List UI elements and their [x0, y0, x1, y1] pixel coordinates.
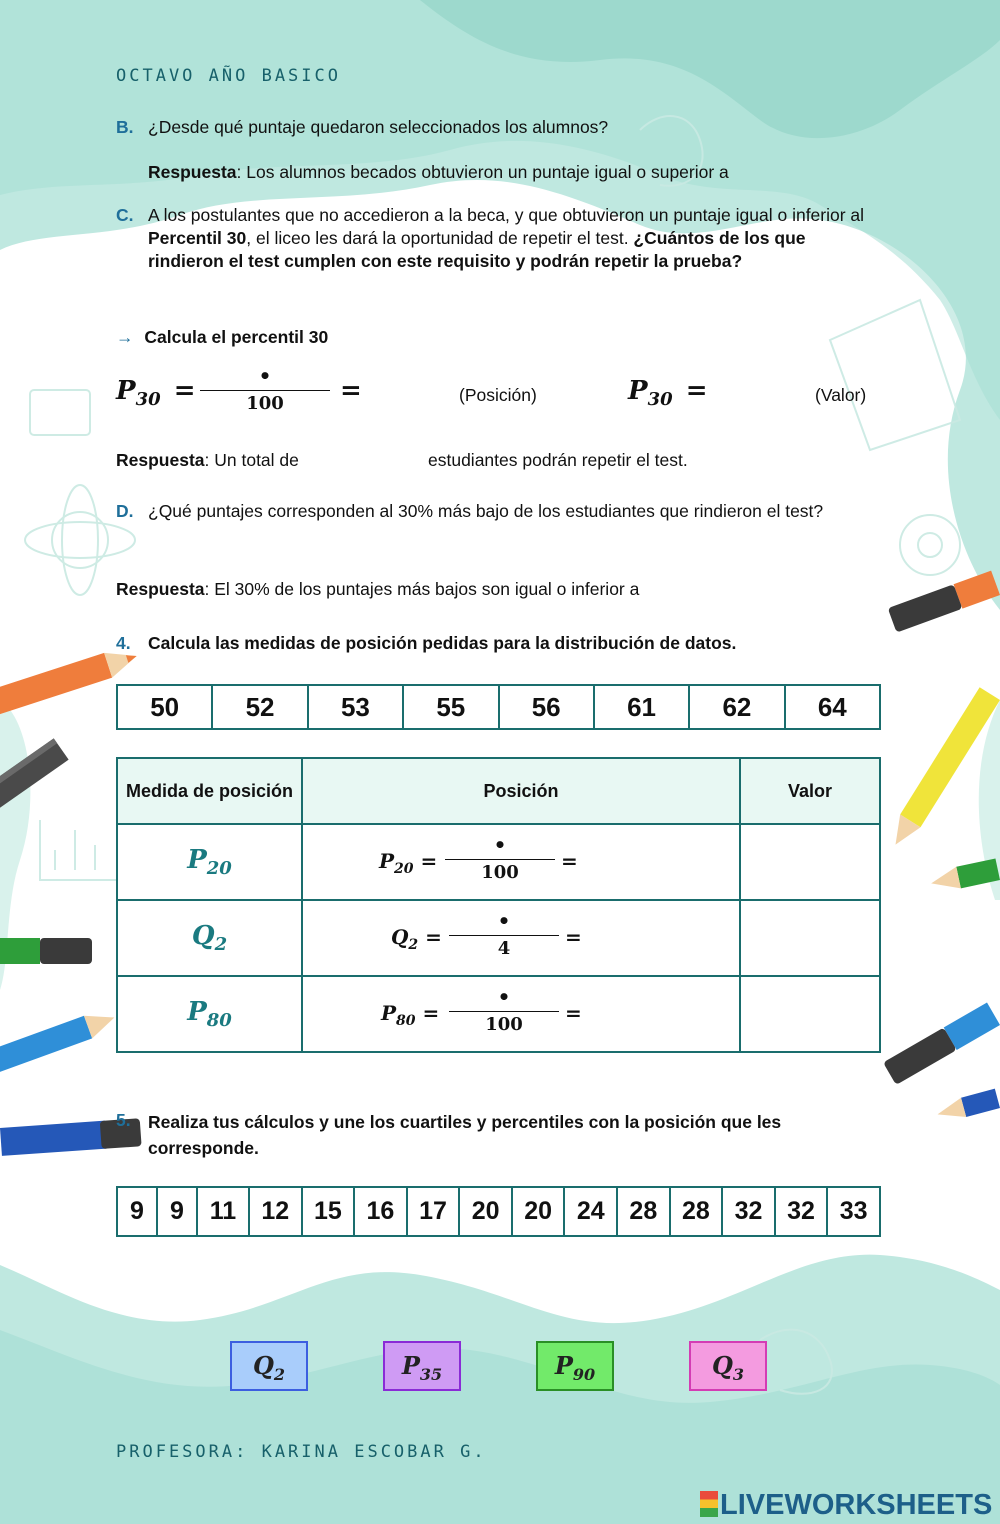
measure-p20: $P_{20}$: [117, 824, 302, 900]
value-input-p20[interactable]: [740, 824, 880, 900]
data-cell: 16: [354, 1187, 407, 1236]
header-measure: Medida de posición: [117, 758, 302, 824]
section-b-question: ¿Desde qué puntaje quedaron seleccionados los alumnos?: [148, 117, 609, 137]
value-input-q2[interactable]: [740, 900, 880, 976]
data-cell: 28: [617, 1187, 670, 1236]
section-d-question: ¿Qué puntajes corresponden al 30% más bajo de los estudiantes que rindieron el test?: [148, 501, 824, 521]
data-cell: 11: [197, 1187, 249, 1236]
option-q2-button[interactable]: $Q_2$: [230, 1341, 308, 1391]
teacher-name: PROFESORA: KARINA ESCOBAR G.: [116, 1442, 487, 1462]
position-cell-p80: $P_{80}$ = • 100 =: [302, 976, 740, 1052]
data-cell: 9: [157, 1187, 197, 1236]
data-row-5: [116, 1186, 881, 1237]
header-value: Valor: [740, 758, 880, 824]
p30-value-formula: $P_{30}$ =: [628, 376, 708, 411]
data-cell: 33: [827, 1187, 880, 1236]
measure-p80: $P_{80}$: [117, 976, 302, 1052]
data-cell: 28: [670, 1187, 723, 1236]
lowest-30-input[interactable]: [705, 574, 795, 600]
section-c: [116, 204, 876, 273]
option-q3-button[interactable]: $Q_3$: [689, 1341, 767, 1391]
liveworksheets-logo: LIVEWORKSHEETS: [700, 1489, 992, 1522]
section-c-answer: Respuesta: Un total de: [116, 450, 299, 470]
table-row: [117, 824, 880, 900]
table-row: [117, 900, 880, 976]
p30-equals: =: [340, 376, 362, 406]
section-b: [116, 116, 876, 184]
data-cell: 62: [689, 685, 784, 729]
section-d-letter: D.: [116, 501, 134, 521]
p30-value-input[interactable]: [720, 380, 805, 406]
value-label: (Valor): [815, 385, 867, 405]
data-cell: 55: [403, 685, 498, 729]
p80-numerator-input[interactable]: •: [497, 985, 511, 1009]
data-cell: 50: [117, 685, 212, 729]
q2-numerator-input[interactable]: •: [497, 909, 511, 933]
data-cell: 53: [308, 685, 403, 729]
arrow-right-icon: →: [116, 327, 134, 347]
data-cell: 9: [117, 1187, 157, 1236]
section-5-title: 5. Realiza tus cálculos y une los cuartiles y percentiles con la posición que les corresponde.: [116, 1110, 782, 1158]
data-cell: 64: [785, 685, 880, 729]
measures-table: [116, 757, 881, 1053]
data-cell: 52: [212, 685, 307, 729]
students-count-input[interactable]: [326, 446, 421, 472]
data-cell: 20: [459, 1187, 512, 1236]
section-4-title: 4. Calcula las medidas de posición pedidas para la distribución de datos.: [116, 633, 737, 653]
data-cell: 17: [407, 1187, 460, 1236]
p30-formula: $P_{30}$ =: [116, 376, 196, 411]
data-cell: 12: [249, 1187, 302, 1236]
value-input-p80[interactable]: [740, 976, 880, 1052]
position-label: (Posición): [459, 385, 537, 405]
section-d-answer: Respuesta: El 30% de los puntajes más bajos son igual o inferior a: [116, 579, 640, 599]
option-p35-button[interactable]: $P_{35}$: [383, 1341, 461, 1391]
section-c-letter: C.: [116, 205, 134, 225]
section-c-text: A los postulantes que no accedieron a la beca, y que obtuvieron un puntaje igual o inferior al Percentil 30, el liceo les dará la oportunidad de repetir el test. ¿Cuántos de los que rindieron el test cumplen con este requisito y podrán repetir la prueba?: [148, 205, 865, 271]
course-title: OCTAVO AÑO BASICO: [116, 66, 341, 86]
p30-numerator-input[interactable]: •: [258, 364, 272, 388]
data-cell: 20: [512, 1187, 565, 1236]
data-row-4: [116, 684, 881, 730]
data-cell: 61: [594, 685, 689, 729]
data-cell: 56: [499, 685, 594, 729]
section-b-answer: Respuesta: Los alumnos becados obtuvieron un puntaje igual o superior a: [148, 162, 729, 182]
data-cell: 32: [775, 1187, 828, 1236]
calc-instruction: → Calcula el percentil 30: [116, 327, 329, 347]
data-cell: 24: [564, 1187, 617, 1236]
p30-fraction: • 100: [200, 368, 330, 414]
position-cell-q2: $Q_2$ = • 4 =: [302, 900, 740, 976]
logo-icon: [700, 1491, 718, 1517]
p20-numerator-input[interactable]: •: [493, 833, 507, 857]
header-position: Posición: [302, 758, 740, 824]
p30-position-input[interactable]: [370, 384, 450, 406]
data-cell: 15: [302, 1187, 355, 1236]
table-row: [117, 976, 880, 1052]
section-d: [116, 500, 876, 523]
data-cell: 32: [722, 1187, 775, 1236]
measure-q2: $Q_2$: [117, 900, 302, 976]
section-c-answer-end: estudiantes podrán repetir el test.: [428, 450, 688, 470]
position-cell-p20: $P_{20}$ = • 100 =: [302, 824, 740, 900]
option-p90-button[interactable]: $P_{90}$: [536, 1341, 614, 1391]
section-b-letter: B.: [116, 117, 134, 137]
